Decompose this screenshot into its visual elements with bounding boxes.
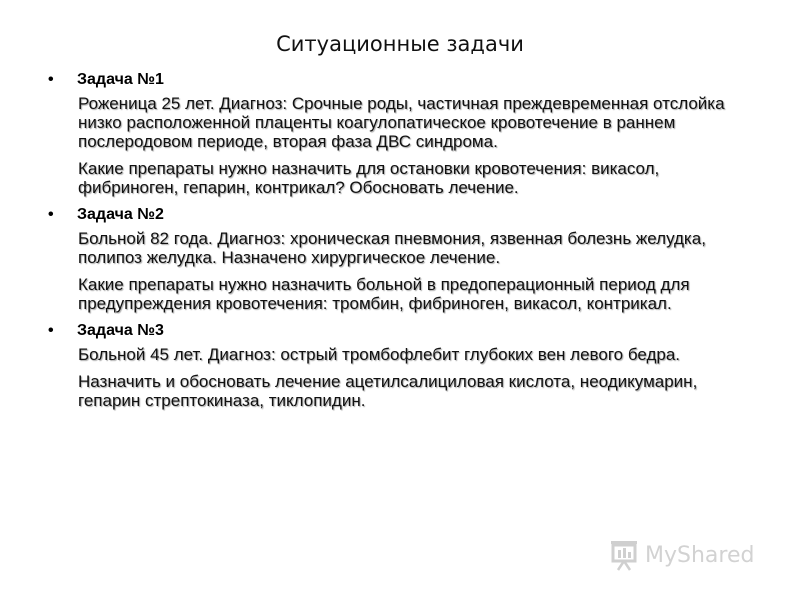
watermark-logo [608,538,754,572]
task-condition: Больной 82 года. Диагноз: хроническая пневмония, язвенная болезнь желудка, полипоз желудка. Назначено хирургическое лечение. [78,229,706,267]
slide-title: Ситуационные задачи [276,32,524,56]
task-item-2 [48,205,748,313]
task-heading [48,70,748,94]
task-question: Назначить и обосновать лечение ацетилсалициловая кислота, неодикумарин, гепарин стрептокиназа, тиклопидин. [78,372,698,410]
task-item-3 [48,321,748,410]
task-heading-label: Задача №3 [77,322,164,339]
task-heading-label: Задача №1 [77,71,164,88]
task-heading [48,205,748,229]
bullet-icon: • [48,206,54,223]
task-list [48,70,748,418]
bullet-icon: • [48,322,54,339]
watermark-text: MyShared [645,542,755,568]
task-heading-label: Задача №2 [77,206,164,223]
presentation-screen-icon [608,538,642,572]
task-question: Какие препараты нужно назначить больной в предоперационный период для предупреждения кровотечения: тромбин, фибриноген, викасол, контрикал. [78,275,690,313]
task-question: Какие препараты нужно назначить для остановки кровотечения: викасол, фибриноген, гепарин, контрикал? Обосновать лечение. [78,159,660,197]
task-item-1 [48,70,748,197]
task-condition: Больной 45 лет. Диагноз: острый тромбофлебит глубоких вен левого бедра. [78,345,681,364]
task-heading [48,321,748,345]
bullet-icon: • [48,71,54,88]
task-condition: Роженица 25 лет. Диагноз: Срочные роды, частичная преждевременная отслойка низко расположенной плаценты коагулопатическое кровотечение в раннем послеродовом периоде, вторая фаза ДВС синдрома. [78,94,725,151]
